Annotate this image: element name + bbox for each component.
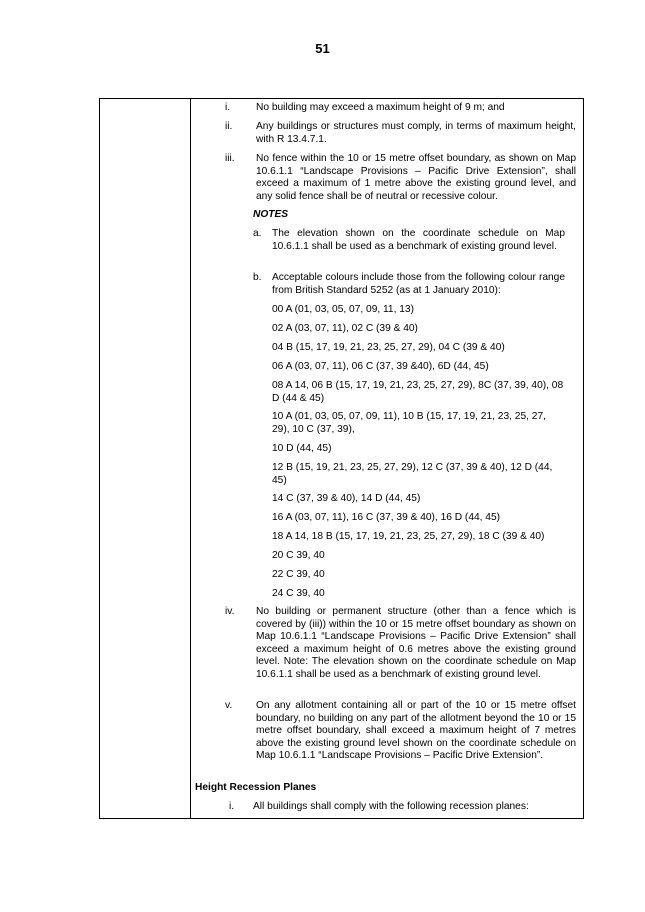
rule-number: v.	[225, 700, 233, 711]
colour-range: 14 C (37, 39 & 40), 14 D (44, 45)	[272, 493, 421, 504]
colour-range: 06 A (03, 07, 11), 06 C (37, 39 &40), 6D (44, 45)	[272, 361, 489, 372]
rules-content	[191, 99, 583, 818]
colour-range: 20 C 39, 40	[272, 550, 325, 561]
colour-range: 12 B (15, 19, 21, 23, 25, 27, 29), 12 C (37, 39 & 40), 12 D (44, 45)	[272, 462, 553, 486]
rules-table	[99, 98, 584, 819]
colour-range: 10 D (44, 45)	[272, 443, 332, 454]
rule-number: i.	[229, 801, 235, 812]
section-heading: Height Recession Planes	[195, 782, 317, 793]
rule-text: On any allotment containing all or part of the 10 or 15 metre offset boundary, no building on any part of the allotment beyond the 10 or 15 metre offset boundary, shall exceed a maximum height of 7 metres above the existing ground level shown on the coordinate schedule on Map 10.6.1.1 “Landscape Provisions – Pacific Drive Extension”.	[256, 700, 576, 761]
colour-range: 10 A (01, 03, 05, 07, 09, 11), 10 B (15, 17, 19, 21, 23, 25, 27, 29), 10 C (37, 39),	[272, 411, 546, 435]
note-letter: a.	[253, 228, 262, 239]
colour-range: 24 C 39, 40	[272, 588, 325, 599]
rule-number: ii.	[225, 121, 233, 132]
rule-text: Any buildings or structures must comply, in terms of maximum height, with R 13.4.7.1.	[256, 121, 576, 145]
rule-text: No building or permanent structure (other than a fence which is covered by (iii)) within the 10 or 15 metre offset boundary as shown on Map 10.6.1.1 “Landscape Provisions – Pacific Drive Extension” shall exceed a maximum height of 0.6 metres above the existing ground level. Note: The elevation shown on the coordinate schedule on Map 10.6.1.1 shall be used as a benchmark of existing ground level.	[256, 606, 576, 680]
colour-range: 22 C 39, 40	[272, 569, 325, 580]
note-text: Acceptable colours include those from the following colour range from British Standard 5252 (as at 1 January 2010):	[272, 272, 565, 296]
colour-range: 00 A (01, 03, 05, 07, 09, 11, 13)	[272, 304, 414, 315]
rule-text: No building may exceed a maximum height of 9 m; and	[256, 102, 505, 113]
note-letter: b.	[253, 272, 262, 283]
page-number: 51	[315, 41, 330, 56]
note-text: The elevation shown on the coordinate schedule on Map 10.6.1.1 shall be used as a benchmark of existing ground level.	[272, 228, 565, 252]
rule-text: All buildings shall comply with the following recession planes:	[253, 801, 529, 812]
colour-range: 16 A (03, 07, 11), 16 C (37, 39 & 40), 16 D (44, 45)	[272, 512, 501, 523]
rule-number: iii.	[225, 153, 235, 164]
colour-range: 02 A (03, 07, 11), 02 C (39 & 40)	[272, 323, 418, 334]
rule-number: i.	[225, 102, 231, 113]
colour-range: 08 A 14, 06 B (15, 17, 19, 21, 23, 25, 27, 29), 8C (37, 39, 40), 08 D (44 & 45)	[272, 380, 564, 404]
colour-range: 18 A 14, 18 B (15, 17, 19, 21, 23, 25, 27, 29), 18 C (39 & 40)	[272, 531, 545, 542]
colour-range: 04 B (15, 17, 19, 21, 23, 25, 27, 29), 04 C (39 & 40)	[272, 342, 505, 353]
rule-number: iv.	[225, 606, 235, 617]
rule-text: No fence within the 10 or 15 metre offset boundary, as shown on Map 10.6.1.1 “Landscape Provisions – Pacific Drive Extension”, shall exceed a maximum of 1 metre above the existing ground level, and any solid fence shall be of neutral or recessive colour.	[256, 153, 576, 202]
notes-heading: NOTES	[253, 209, 289, 220]
